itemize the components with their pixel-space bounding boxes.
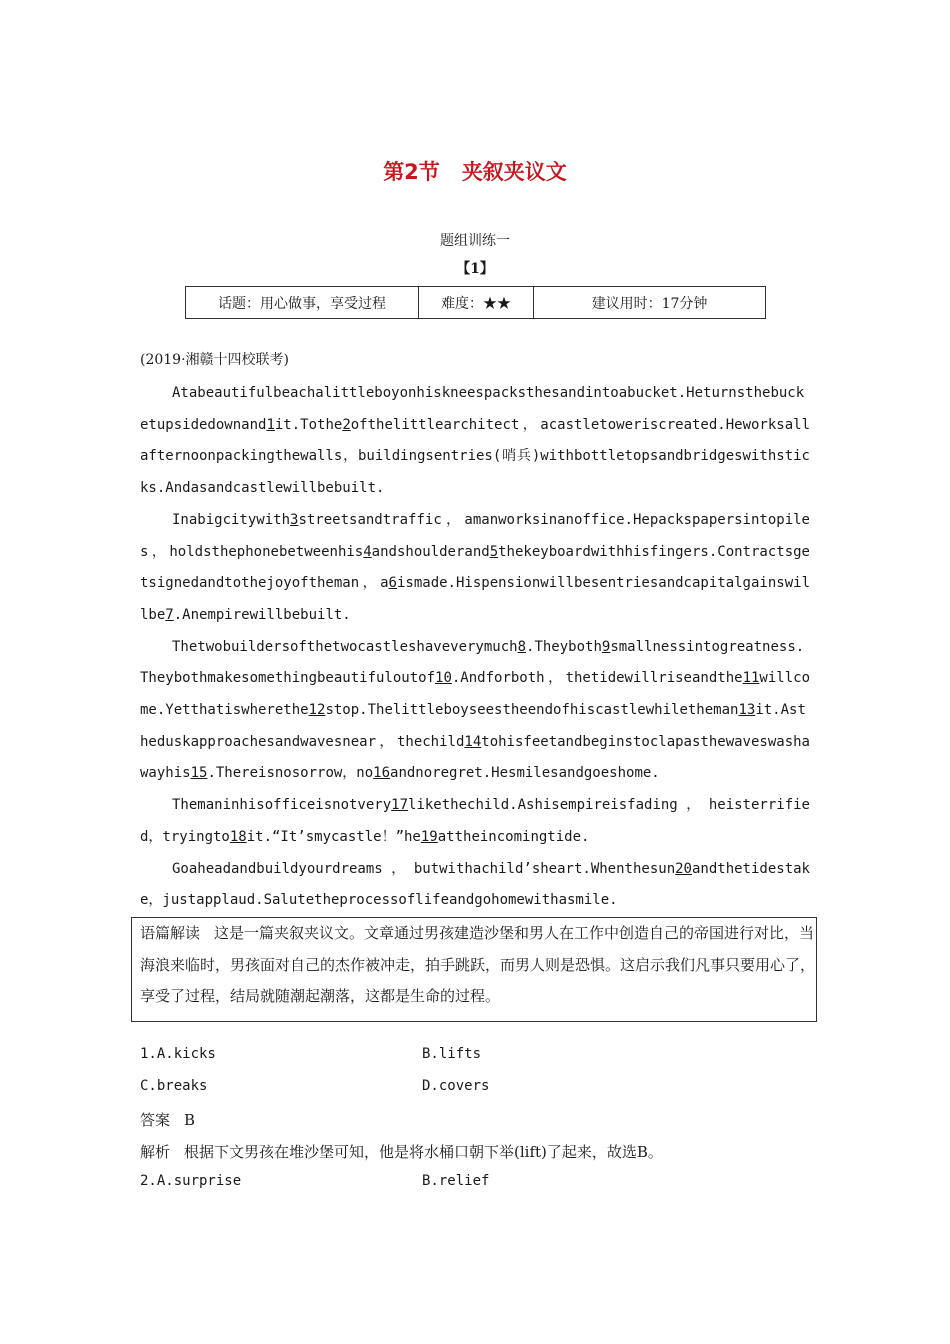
reading-note-text: 这是一篇夹叙夹议文。文章通过男孩建造沙堡和男人在工作中创造自己的帝国进行对比，当海浪来临时，男孩面对自己的杰作被冲走，拍手跳跃，而男人则是恐惧。这启示我们凡事只要用心了，享受了过程，结局就随潮起潮落，这都是生命的过程。 — [140, 924, 816, 1005]
passage-text: streetsandtraffic，amanworksinanoffice.Hepackspapersintopiles，holdsthephonebetweenhis — [140, 511, 810, 560]
passage-text: andnoregret.Hesmilesandgoeshome. — [390, 765, 660, 782]
passage-text: Thetwobuildersofthetwocastleshaveverymuch — [172, 638, 518, 655]
blank-number: 1 — [266, 416, 275, 433]
blank-number: 17 — [391, 797, 409, 814]
passage-text: .Thereisnosorrow，no — [207, 765, 374, 782]
explanation-1: 解析 根据下文男孩在堆沙堡可知，他是将水桶口朝下举(lift)了起来，故选B。 — [140, 1143, 663, 1161]
passage-text: Goaheadandbuildyourdreams，butwithachild’sheart.Whenthesun — [172, 860, 676, 877]
passage-text: stop.Thelittleboyseestheendofhiscastlewhiletheman — [325, 702, 739, 719]
option-1c: C.breaks — [140, 1078, 208, 1094]
passage-paragraph — [140, 854, 810, 917]
blank-number: 5 — [489, 543, 499, 560]
blank-number: 8 — [517, 638, 527, 655]
passage-text: tohisfeetandbeginstoclapasthewaveswashawayhis — [140, 733, 810, 782]
blank-number: 4 — [363, 543, 372, 560]
option-1b: B.lifts — [422, 1046, 482, 1062]
passage-text: .Andforboth，thetidewillriseandthe — [451, 670, 743, 687]
source-note: (2019·湘赣十四校联考) — [140, 352, 290, 368]
topic-cell: 话题：用心做事，享受过程 — [186, 287, 419, 319]
passage-text: Atabeautifulbeachalittleboyonhiskneespacksthesandintoabucket.Heturnsthebucketupsidedownand — [140, 385, 805, 433]
blank-number: 6 — [388, 575, 397, 592]
reading-note-box — [131, 917, 817, 1022]
info-table — [185, 286, 766, 319]
option-2a: 2.A.surprise — [140, 1173, 242, 1189]
blank-number: 10 — [435, 670, 452, 687]
passage-text: attheincomingtide. — [437, 828, 590, 845]
passage-text: smallnessintogreatness.Theybothmakesomethingbeautifuloutof — [140, 638, 805, 687]
passage-text: .Theyboth — [526, 638, 602, 655]
passage-text: it.Tothe — [274, 416, 343, 433]
set-label: 【1】 — [456, 261, 494, 277]
blank-number: 7 — [165, 606, 174, 623]
blank-number: 2 — [342, 416, 351, 433]
blank-number: 13 — [738, 702, 756, 719]
passage-paragraph — [140, 378, 810, 505]
blank-number: 3 — [290, 511, 299, 528]
cloze-passage — [140, 378, 810, 917]
option-1d: D.covers — [422, 1078, 490, 1094]
option-2b: B.relief — [422, 1173, 490, 1189]
option-1a: 1.A.kicks — [140, 1046, 216, 1062]
passage-paragraph — [140, 790, 810, 853]
passage-text: andshoulderand — [371, 543, 490, 560]
passage-text: Themaninhisofficeisnotvery — [172, 797, 392, 814]
blank-number: 9 — [601, 638, 611, 655]
passage-text: it.“It’smycastle！”he — [246, 828, 421, 845]
passage-text: ismade.Hispensionwillbesentriesandcapitalgainswillbe — [140, 575, 810, 623]
blank-number: 14 — [464, 733, 482, 750]
passage-text: Inabigcitywith — [172, 511, 291, 528]
passage-paragraph — [140, 632, 810, 791]
passage-text: thekeyboardwithhisfingers.Contractsgetsignedandtothejoyoftheman，a — [140, 543, 810, 592]
time-cell: 建议用时：17分钟 — [534, 287, 766, 319]
passage-text: andthetidestake，justapplaud.Salutetheprocessoflifeandgohomewithasmile. — [140, 860, 810, 909]
blank-number: 18 — [229, 828, 247, 845]
blank-number: 12 — [308, 702, 326, 719]
blank-number: 19 — [420, 828, 438, 845]
passage-text: likethechild.Ashisempireisfading，heisterrified，tryingto — [140, 797, 810, 845]
answer-1: 答案 B — [140, 1111, 196, 1129]
passage-text: willcome.Yetthatiswherethe — [140, 670, 810, 719]
blank-number: 11 — [742, 670, 760, 687]
blank-number: 20 — [675, 860, 692, 877]
blank-number: 16 — [373, 765, 391, 782]
passage-text: it.Astheduskapproachesandwavesnear，thechild — [140, 702, 806, 750]
section-title: 第2节 夹叙夹议文 — [383, 160, 567, 184]
blank-number: 15 — [190, 765, 208, 782]
passage-text: .Anempirewillbebuilt. — [173, 606, 351, 623]
group-title: 题组训练一 — [440, 233, 510, 249]
reading-note-label: 语篇解读 — [140, 924, 201, 942]
passage-text: ofthelittlearchitect，acastletoweriscreated.Heworksallafternoonpackingthewalls，buildingsentries(哨兵)withbottletopsandbridgeswithsticks.Andasandcastlewillbebuilt. — [140, 416, 810, 497]
passage-paragraph — [140, 505, 810, 632]
difficulty-cell: 难度：★★ — [419, 287, 534, 319]
